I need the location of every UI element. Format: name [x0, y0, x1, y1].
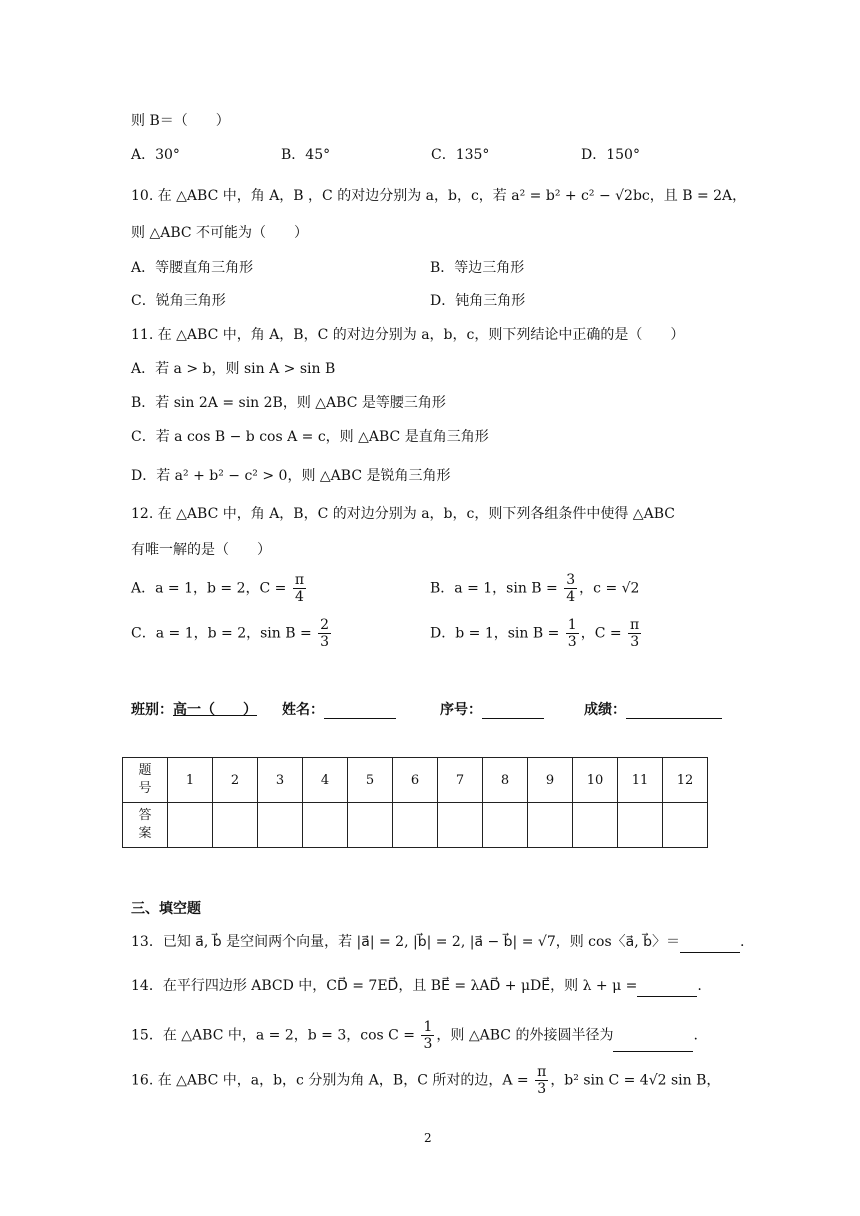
- class-label: 班别：: [131, 702, 173, 718]
- answer-table-answer-row: [123, 803, 708, 848]
- number-cell: 3: [258, 758, 303, 803]
- answer-cell[interactable]: [528, 803, 573, 848]
- q9-option-a: A．30°: [131, 147, 180, 163]
- answer-cell[interactable]: [573, 803, 618, 848]
- q12-option-d: D．b = 1，sin B = $\frac{1}{3}$ ，C = $\frac{\pi}{3}$: [430, 617, 640, 650]
- q10-line2: 则 △ABC 不可能为（ ）: [131, 225, 309, 241]
- number-cell: 7: [438, 758, 483, 803]
- q12-d-fraction-2: $\frac{\pi}{3}$: [630, 617, 640, 650]
- q16: 16. 在 △ABC 中，a，b，c 分别为角 A，B，C 所对的边，A = $\frac{\pi}{3}$ ，b² sin C = 4√2 sin B，: [131, 1064, 721, 1097]
- q10-option-b: B．等边三角形: [430, 260, 525, 276]
- class-label-group: [131, 699, 257, 719]
- number-cell: 1: [168, 758, 213, 803]
- q11-option-c: C．若 a cos B − b cos A = c，则 △ABC 是直角三角形: [131, 429, 489, 445]
- q14-blank[interactable]: [637, 982, 697, 997]
- name-label: 姓名：: [282, 702, 324, 718]
- number-cell: 6: [393, 758, 438, 803]
- score-label: 成绩：: [584, 702, 626, 718]
- number-cell: 12: [663, 758, 708, 803]
- q10-option-c: C．锐角三角形: [131, 293, 226, 309]
- q13-blank[interactable]: [680, 938, 740, 953]
- q11-option-d: D．若 a² + b² − c² > 0，则 △ABC 是锐角三角形: [131, 468, 451, 484]
- row-label-answer: 答案: [123, 803, 168, 848]
- q13: 13．已知 a⃗, b⃗ 是空间两个向量，若 |a⃗| = 2, |b⃗| = 2, |a⃗ − b⃗| = √7，则 cos〈a⃗, b⃗〉＝ .: [131, 931, 744, 953]
- seq-label-group: [440, 699, 544, 719]
- q12-line2: 有唯一解的是（ ）: [131, 542, 271, 558]
- number-cell: 2: [213, 758, 258, 803]
- number-cell: 10: [573, 758, 618, 803]
- number-cell: 5: [348, 758, 393, 803]
- q12-d-fraction-1: $\frac{1}{3}$: [567, 617, 577, 650]
- answer-cell[interactable]: [393, 803, 438, 848]
- answer-cell[interactable]: [348, 803, 393, 848]
- q9-stem: 则 B＝（ ）: [131, 113, 230, 129]
- answer-cell[interactable]: [618, 803, 663, 848]
- q11-option-b: B．若 sin 2A = sin 2B，则 △ABC 是等腰三角形: [131, 395, 446, 411]
- q12-option-b: B．a = 1，sin B = $\frac{3}{4}$ ，c = √2: [430, 572, 640, 605]
- answer-cell[interactable]: [213, 803, 258, 848]
- q15-fraction: $\frac{1}{3}$: [423, 1019, 433, 1052]
- answer-cell[interactable]: [438, 803, 483, 848]
- answer-table: [122, 757, 708, 848]
- q12-line1: 12. 在 △ABC 中，角 A，B，C 的对边分别为 a，b，c，则下列各组条件中使得 △ABC: [131, 506, 675, 522]
- q11-option-a: A．若 a > b，则 sin A > sin B: [131, 361, 336, 377]
- page-number: 2: [424, 1131, 432, 1145]
- q12-a-fraction: $\frac{\pi}{4}$: [294, 572, 305, 605]
- answer-cell[interactable]: [303, 803, 348, 848]
- score-label-group: [584, 699, 722, 719]
- score-blank[interactable]: [626, 704, 722, 719]
- answer-table-number-row: [123, 758, 708, 803]
- section-title: 三、填空题: [131, 901, 201, 917]
- answer-cell[interactable]: [258, 803, 303, 848]
- number-cell: 9: [528, 758, 573, 803]
- number-cell: 8: [483, 758, 528, 803]
- answer-cell[interactable]: [663, 803, 708, 848]
- row-label-number: 题号: [123, 758, 168, 803]
- seq-label: 序号：: [440, 702, 482, 718]
- q10-option-a: A．等腰直角三角形: [131, 260, 254, 276]
- q11-stem: 11. 在 △ABC 中，角 A，B，C 的对边分别为 a，b，c，则下列结论中正确的是（ ）: [131, 327, 685, 343]
- q10-line1: 10. 在 △ABC 中，角 A，B ，C 的对边分别为 a，b，c，若 a² = b² + c² − √2bc，且 B = 2A，: [131, 188, 747, 204]
- q9-option-d: D．150°: [581, 147, 640, 163]
- q12-b-fraction: $\frac{3}{4}$: [566, 572, 576, 605]
- answer-cell[interactable]: [168, 803, 213, 848]
- q16-fraction: $\frac{\pi}{3}$: [537, 1064, 547, 1097]
- number-cell: 4: [303, 758, 348, 803]
- seq-blank[interactable]: [482, 704, 544, 719]
- class-value: 高一（ ）: [173, 702, 257, 718]
- name-label-group: [282, 699, 396, 719]
- q9-option-c: C．135°: [431, 147, 490, 163]
- answer-cell[interactable]: [483, 803, 528, 848]
- q10-option-d: D．钝角三角形: [430, 293, 526, 309]
- name-blank[interactable]: [324, 704, 396, 719]
- q9-option-b: B．45°: [281, 147, 331, 163]
- q15: 15．在 △ABC 中，a = 2，b = 3，cos C = $\frac{1}{3}$ ，则 △ABC 的外接圆半径为 .: [131, 1019, 698, 1052]
- q15-blank[interactable]: [613, 1037, 693, 1052]
- q12-c-fraction: $\frac{2}{3}$: [320, 617, 330, 650]
- q14: 14．在平行四边形 ABCD 中，CD⃗ = 7ED⃗，且 BE⃗ = λAD⃗ + μDE⃗，则 λ + μ = .: [131, 975, 702, 997]
- number-cell: 11: [618, 758, 663, 803]
- q12-option-c: C．a = 1，b = 2，sin B = $\frac{2}{3}$: [131, 617, 330, 650]
- q12-option-a: A．a = 1，b = 2，C = $\frac{\pi}{4}$: [131, 572, 305, 605]
